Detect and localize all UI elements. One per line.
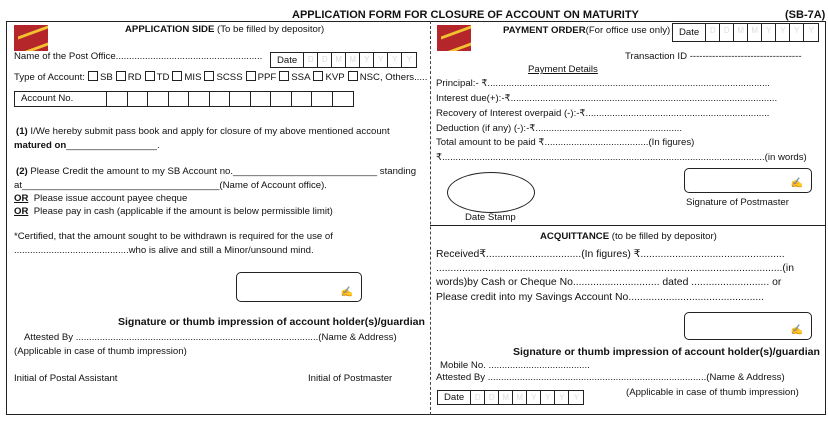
digit-cell[interactable] [169,92,190,106]
or-label: OR [14,206,29,217]
heading-note: (For office use only) [585,25,671,36]
postmaster-signature-box[interactable] [684,168,812,193]
type-option: MIS [184,72,202,83]
application-date-field[interactable] [270,52,417,68]
type-option: KVP [325,72,345,83]
date-cell[interactable]: M [748,24,762,41]
type-option: SCSS [216,72,243,83]
p1-text: I/We hereby submit pass book and apply for closure of my above mentioned account [30,126,390,137]
payment-order-heading [503,25,670,36]
pen-icon: ✍ [790,178,803,189]
date-label: Date [271,53,304,67]
date-cell[interactable]: Y [388,53,402,67]
certification-line-2[interactable]: ...........................................who is alive and still a Minor/unsound mind. [14,245,314,256]
account-no-label: Account No. [15,92,107,106]
checkbox-kvp[interactable] [313,71,323,81]
savings-account-field[interactable]: Please credit into my Savings Account No............................................... [436,292,765,303]
pen-icon: ✍ [340,287,353,298]
heading: PAYMENT ORDER [503,25,586,36]
p1-num: (1) [16,126,28,137]
digit-cell[interactable] [271,92,292,106]
form-title: APPLICATION FORM FOR CLOSURE OF ACCOUNT ON MATURITY [292,9,639,21]
date-cell[interactable]: D [720,24,734,41]
form-code: (SB-7A) [785,9,826,21]
date-cell[interactable]: Y [374,53,388,67]
date-cell[interactable]: Y [555,391,569,404]
mobile-field[interactable]: Mobile No. ...................................... [440,360,590,371]
matured-blank[interactable]: _________________. [66,140,160,151]
type-label: Type of Account: [14,72,85,83]
post-office-field[interactable]: Name of the Post Office....................................................... [14,51,263,62]
pen-icon: ✍ [790,325,803,336]
checkbox-scss[interactable] [204,71,214,81]
type-option: SSA [291,72,311,83]
initial-postmaster: Initial of Postmaster [308,373,393,384]
date-cell[interactable]: M [332,53,346,67]
or1-text: Please issue account payee cheque [33,193,188,204]
date-label: Date [673,24,706,41]
digit-cell[interactable] [148,92,169,106]
paragraph-2 [16,166,416,177]
paragraph-1 [16,126,390,137]
or-label: OR [14,193,29,204]
date-cell[interactable]: Y [762,24,776,41]
type-option: RD [127,72,142,83]
deduction-field[interactable]: Deduction (if any) (-):-₹....................................................... [436,123,682,134]
acquittance-signature-box[interactable] [684,312,812,340]
date-cell[interactable]: Y [360,53,374,67]
heading: APPLICATION SIDE [125,24,215,35]
date-stamp-label: Date Stamp [465,212,516,223]
postmaster-signature-label: Signature of Postmaster [686,197,789,208]
date-cell[interactable]: D [318,53,332,67]
matured-label: matured on [14,140,67,151]
type-option: NSC, Others..... [359,72,428,83]
date-cell[interactable]: Y [573,393,579,402]
date-cell[interactable]: M [499,391,513,404]
digit-cell[interactable] [210,92,231,106]
checkbox-mis[interactable] [172,71,182,81]
payment-date-field[interactable] [672,23,819,42]
attested-by-field[interactable]: Attested By ...........................................................................................(Name & Address) [24,332,397,343]
checkbox-ssa[interactable] [279,71,289,81]
date-cell[interactable]: Y [790,24,804,41]
transaction-id-field[interactable]: Transaction ID ----------------------------------- [625,51,802,62]
application-side-heading [125,24,324,35]
applicable-note: (Applicable in case of thumb impression) [14,346,187,357]
divider [430,21,431,415]
checkbox-nsc[interactable] [348,71,358,81]
date-cell[interactable]: Y [527,391,541,404]
date-cell[interactable]: D [304,53,318,67]
date-stamp-area [447,172,535,213]
acquittance-divider [430,225,826,226]
checkbox-td[interactable] [145,71,155,81]
date-cell[interactable]: Y [406,55,412,64]
account-type-row [14,71,427,83]
option-cash [14,206,333,217]
date-cell[interactable]: M [346,53,360,67]
india-post-logo [437,25,471,51]
checkbox-rd[interactable] [116,71,126,81]
date-label: Date [438,391,471,404]
account-office-field[interactable]: at_____________________________________(Name of Account office). [14,180,327,191]
recovery-field[interactable]: Recovery of Interest overpaid (-):-₹..................................................................... [436,108,770,119]
signature-label: Signature or thumb impression of account holder(s)/guardian [513,346,820,358]
total-field[interactable]: Total amount to be paid ₹.......................................(In figures) [436,137,695,148]
acquittance-date-field[interactable] [437,390,584,405]
date-cell[interactable]: M [734,24,748,41]
attested-by-field[interactable]: Attested By ..................................................................................(Name & Address) [436,372,785,383]
digit-cell[interactable] [251,92,272,106]
digit-cell[interactable] [189,92,210,106]
india-post-logo [14,25,48,51]
acquittance-heading [540,231,717,242]
date-cell[interactable]: Y [808,26,814,35]
payment-details-heading: Payment Details [528,64,598,75]
depositor-signature-box[interactable] [236,272,362,302]
heading: ACQUITTANCE [540,231,610,242]
checkbox-sb[interactable] [88,71,98,81]
type-option: TD [156,72,170,83]
heading-note: (to be filled by depositor) [611,231,717,242]
received-words-field[interactable]: ........................................................................................................................(in [436,263,794,274]
date-cell[interactable]: Y [776,24,790,41]
date-cell[interactable]: M [513,391,527,404]
interest-field[interactable]: Interest due(+):-₹.................................................................................................... [436,93,778,104]
certification-line-1: *Certified, that the amount sought to be withdrawn is required for the use of [14,231,333,242]
or2-text: Please pay in cash (applicable if the amount is below permissible limit) [33,206,333,217]
digit-cell[interactable] [292,92,313,106]
date-cell[interactable]: D [471,391,485,404]
digit-cell[interactable] [128,92,149,106]
type-option: PPF [257,72,277,83]
option-cheque [14,193,187,204]
total-words-field[interactable]: ₹.........................................................................................................................(in words) [436,152,807,163]
received-field[interactable]: Received₹.................................(In figures) ₹.................................................. [436,249,785,260]
date-cell[interactable]: D [485,391,499,404]
heading-note: (To be filled by depositor) [217,24,325,35]
applicable-note: (Applicable in case of thumb impression) [626,387,799,398]
initial-postal-assistant: Initial of Postal Assistant [14,373,118,384]
principal-field[interactable]: Principal:- ₹.......................................................................................................... [436,78,770,89]
type-option: SB [99,72,113,83]
checkbox-ppf[interactable] [246,71,256,81]
p2-num: (2) [16,166,28,177]
digit-cell[interactable] [107,92,128,106]
matured-on-field[interactable] [14,140,160,151]
date-cell[interactable]: D [706,24,720,41]
cheque-field[interactable]: words)by Cash or Cheque No.............................. dated ........................... or [436,277,782,288]
digit-cell[interactable] [312,92,333,106]
signature-label: Signature or thumb impression of account holder(s)/guardian [118,316,425,328]
digit-cell[interactable] [333,92,354,106]
digit-cell[interactable] [230,92,251,106]
date-cell[interactable]: Y [541,391,555,404]
p2-text[interactable]: Please Credit the amount to my SB Account no.___________________________ standing [30,166,417,177]
account-number-field[interactable] [14,91,354,107]
